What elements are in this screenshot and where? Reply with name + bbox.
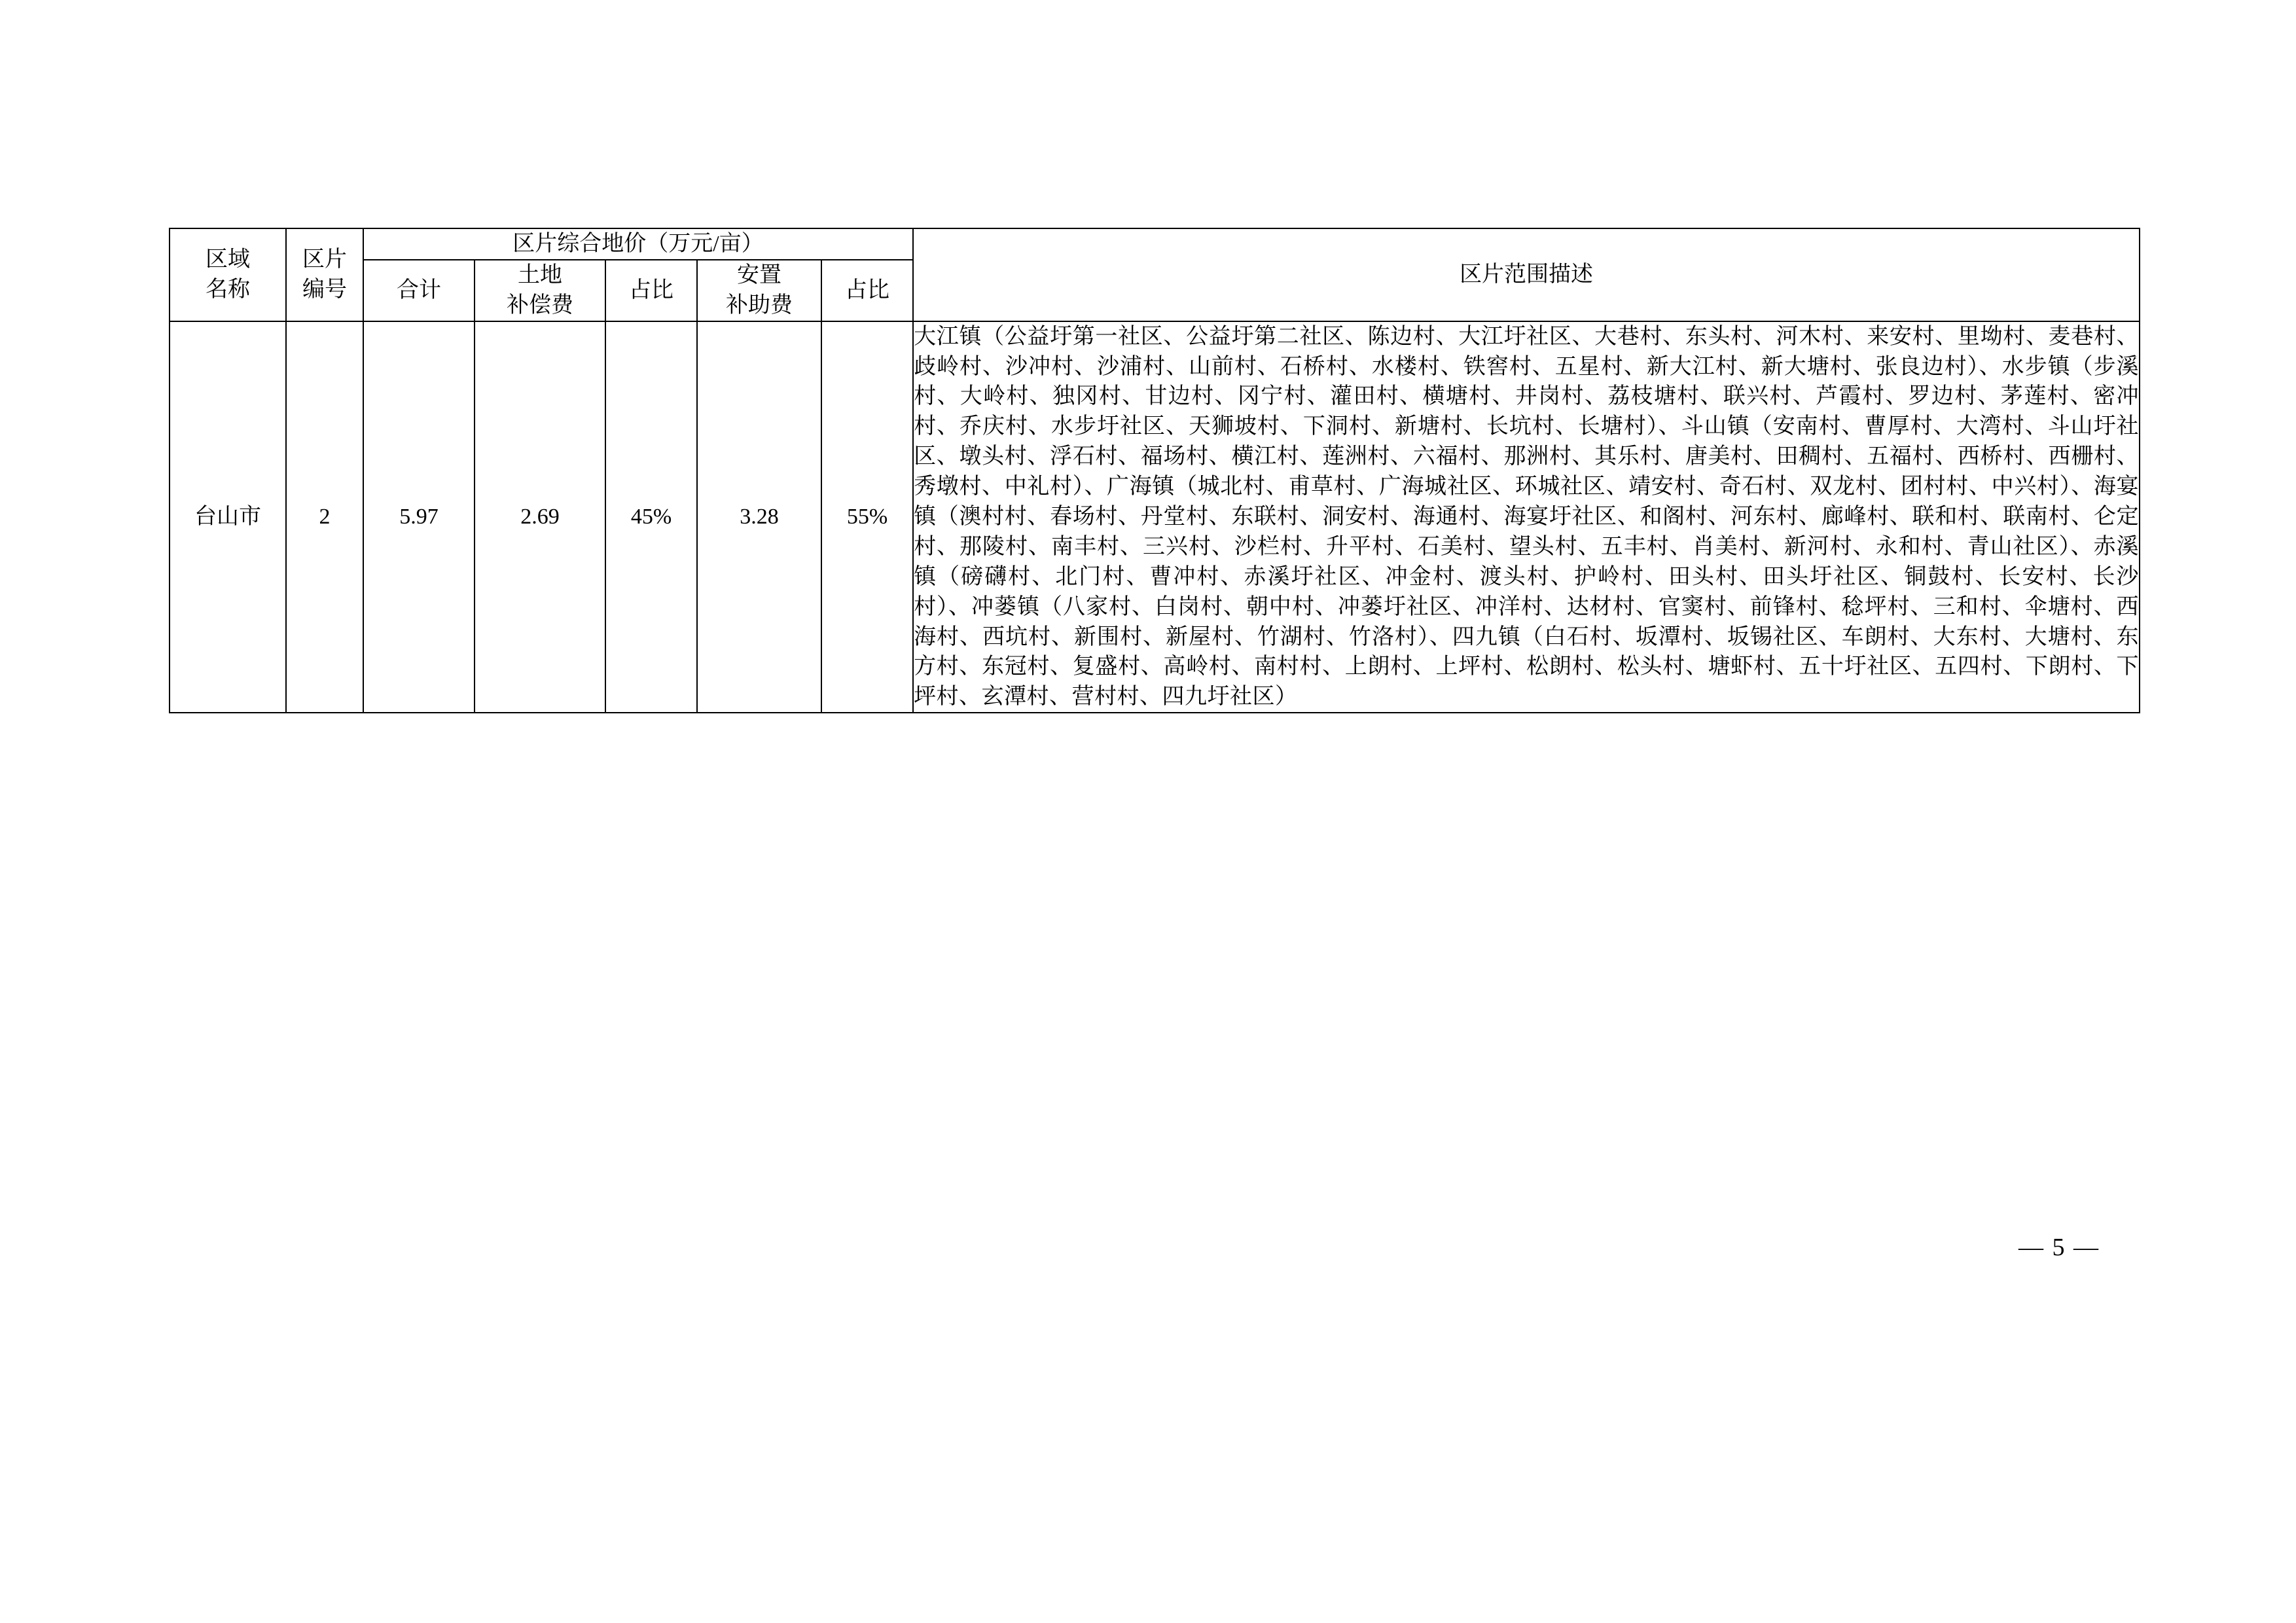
header-ratio-land: 占比 xyxy=(605,260,697,321)
cell-region-name: 台山市 xyxy=(170,321,286,713)
header-land-compensation-line2: 补偿费 xyxy=(507,293,573,317)
header-plot-code-line2: 编号 xyxy=(302,277,347,302)
page-number: — 5 — xyxy=(2018,1234,2100,1261)
header-region-name-line1: 区域 xyxy=(206,247,250,272)
header-settlement-subsidy-line2: 补助费 xyxy=(726,293,793,317)
header-scope-desc: 区片范围描述 xyxy=(913,228,2140,321)
table-row xyxy=(170,321,2140,713)
cell-ratio-settlement: 55% xyxy=(821,321,913,713)
table-header xyxy=(170,228,2140,321)
header-land-compensation-line1: 土地 xyxy=(518,262,562,287)
cell-land-compensation: 2.69 xyxy=(475,321,605,713)
cell-total: 5.97 xyxy=(363,321,475,713)
scope-description-text: 大江镇（公益圩第一社区、公益圩第二社区、陈边村、大江圩社区、大巷村、东头村、河木村、来安村、里坳村、麦巷村、歧岭村、沙冲村、沙浦村、山前村、石桥村、水楼村、铁窖村、五星村、新大江村、新大塘村、张良边村）、水步镇（步溪村、大岭村、独冈村、甘边村、冈宁村、灌田村、横塘村、井岗村、荔枝塘村、联兴村、芦霞村、罗边村、茅莲村、密冲村、乔庆村、水步圩社区、天狮坡村、下洞村、新塘村、长坑村、长塘村）、斗山镇（安南村、曹厚村、大湾村、斗山圩社区、墩头村、浮石村、福场村、横江村、莲洲村、六福村、那洲村、其乐村、唐美村、田稠村、五福村、西桥村、西栅村、秀墩村、中礼村）、广海镇（城北村、甫草村、广海城社区、环城社区、靖安村、奇石村、双龙村、团村村、中兴村）、海宴镇（澳村村、春场村、丹堂村、东联村、洞安村、海通村、海宴圩社区、和阁村、河东村、廊峰村、联和村、联南村、仑定村、那陵村、南丰村、三兴村、沙栏村、升平村、石美村、望头村、五丰村、肖美村、新河村、永和村、青山社区）、赤溪镇（磅礴村、北门村、曹冲村、赤溪圩社区、冲金村、渡头村、护岭村、田头村、田头圩社区、铜鼓村、长安村、长沙村）、冲蒌镇（八家村、白岗村、朝中村、冲蒌圩社区、冲洋村、达材村、官窦村、前锋村、稔坪村、三和村、伞塘村、西海村、西坑村、新围村、新屋村、竹湖村、竹洛村）、四九镇（白石村、坂潭村、坂锡社区、车朗村、大东村、大塘村、东方村、东冠村、复盛村、高岭村、南村村、上朗村、上坪村、松朗村、松头村、塘虾村、五十圩社区、五四村、下朗村、下坪村、玄潭村、营村村、四九圩社区） xyxy=(914,324,2140,709)
header-total: 合计 xyxy=(363,260,475,321)
header-group-price: 区片综合地价（万元/亩） xyxy=(363,228,913,260)
header-settlement-subsidy-line1: 安置 xyxy=(737,262,781,287)
table-header-row-1 xyxy=(170,228,2140,260)
table-body xyxy=(170,321,2140,713)
header-plot-code xyxy=(286,228,363,321)
header-region-name-line2: 名称 xyxy=(206,277,250,302)
header-ratio-settlement: 占比 xyxy=(821,260,913,321)
header-land-compensation xyxy=(475,260,605,321)
header-settlement-subsidy xyxy=(697,260,821,321)
cell-ratio-land: 45% xyxy=(605,321,697,713)
cell-plot-code: 2 xyxy=(286,321,363,713)
header-plot-code-line1: 区片 xyxy=(302,247,347,272)
cell-scope-description xyxy=(913,321,2140,713)
cell-settlement-subsidy: 3.28 xyxy=(697,321,821,713)
header-region-name xyxy=(170,228,286,321)
land-price-table xyxy=(169,228,2140,713)
